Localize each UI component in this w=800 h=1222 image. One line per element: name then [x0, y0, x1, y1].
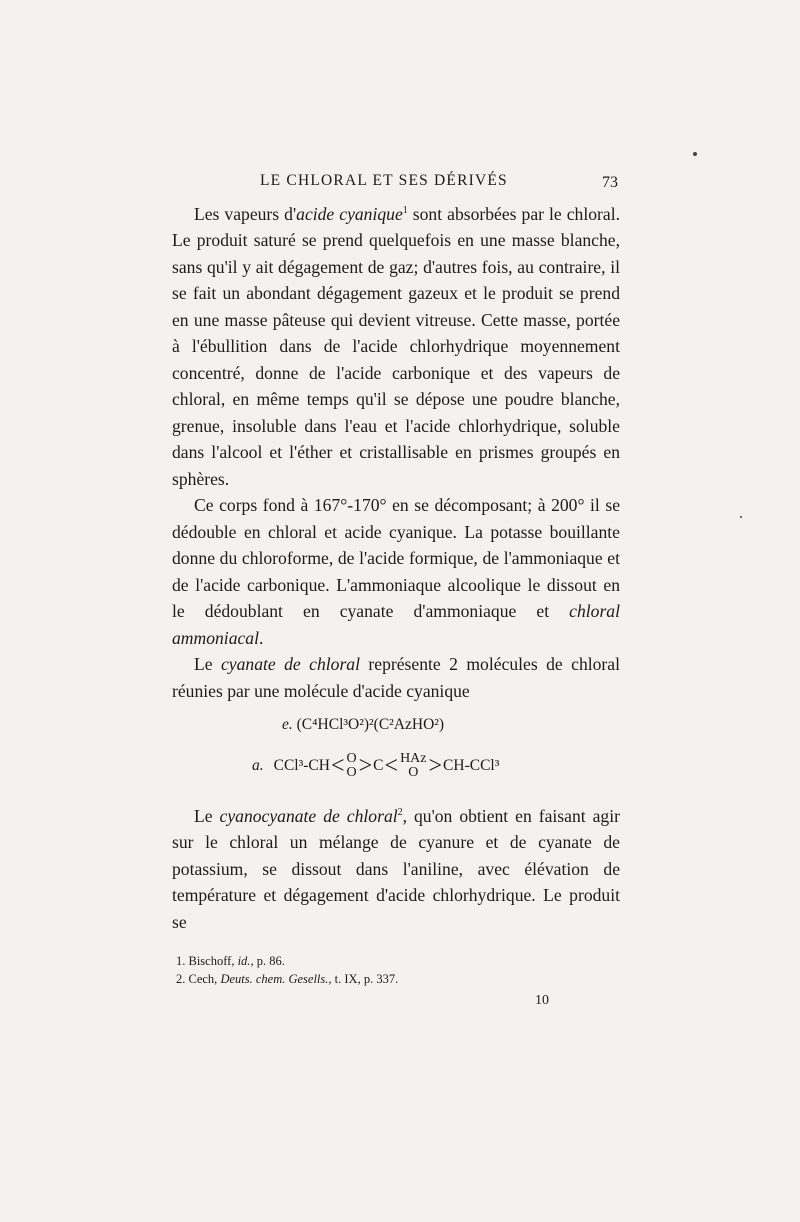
- footnotes: [176, 952, 596, 988]
- p2-text-b: .: [258, 627, 264, 648]
- footnote-2-num: 2.: [176, 972, 186, 986]
- footnote-1: [176, 952, 596, 970]
- p3-italic: cyanate de chloral: [220, 654, 360, 675]
- formula-a-left: CCl³-CH: [273, 757, 330, 774]
- angle-right-1: >: [358, 753, 373, 779]
- stack-2-top: HAz: [400, 751, 427, 766]
- formula-block: [172, 712, 620, 792]
- footnote-2-italic: Deuts. chem. Gesells.: [220, 972, 329, 986]
- footnote-1-num: 1.: [176, 954, 186, 968]
- p4-text-b: , qu'on obtient en faisant agir sur le chloral un mélange de cyanure et de cyanate de potassium, se dissout dans l'aniline, avec élévation de température et dégagement d'acide chlorhydrique. Le produit se: [172, 805, 620, 932]
- footnote-2-after: , t. IX, p. 337.: [328, 972, 399, 986]
- formula-a-label: a.: [252, 757, 264, 774]
- running-title: LE CHLORAL ET SES DÉRIVÉS: [260, 172, 508, 189]
- body-text: [172, 198, 620, 704]
- p2-text-a: Ce corps fond à 167°-170° en se décomposant; à 200° il se dédouble en chloral et acide cyanique. La potasse bouillante donne du chloroforme, de l'acide formique, de l'ammoniaque et de l'acide carbonique. L'ammoniaque alcoolique le dissout en le dédoublant en cyanate d'ammoniaque et: [172, 495, 620, 622]
- p1-text-b: sont absorbées par le chloral. Le produit saturé se prend quelquefois en une masse blanche, sans qu'il y ait dégagement de gaz; d'autres fois, au contraire, il se fait un abondant dégagement gazeux et le produit se prend en une masse pâteuse qui devient vitreuse. Cette masse, portée à l'ébullition dans de l'acide chlorhydrique moyennement concentré, donne de l'acide carbonique et des vapeurs de chloral, en même temps qu'il se dépose une poudre blanche, grenue, insoluble dans l'eau et l'acide chlorhydrique, soluble dans l'alcool et l'éther et cristallisable en prismes groupés en sphères.: [172, 203, 620, 489]
- stack-1: [347, 752, 357, 780]
- footnote-ref-1: 1: [402, 205, 408, 216]
- formula-a: [252, 752, 499, 780]
- footnote-1-text: Bischoff,: [188, 954, 238, 968]
- scan-speck: [740, 516, 742, 518]
- paragraph-1: [172, 198, 620, 492]
- p4-text-a: Le: [194, 805, 220, 826]
- formula-a-right: CH-CCl³: [443, 757, 500, 774]
- scan-speck: [693, 152, 697, 156]
- p3-text-b: représente 2 molécules de chloral réunies par une molécule d'acide cyanique: [172, 654, 620, 701]
- stack-2: [400, 752, 426, 780]
- p1-text-a: Les vapeurs d': [194, 203, 297, 224]
- footnote-ref-2: 2: [397, 807, 403, 818]
- p1-italic: acide cyanique: [296, 203, 403, 224]
- p3-text-a: Le: [194, 654, 221, 675]
- page-number: 73: [602, 174, 618, 191]
- formula-a-mid: C: [373, 757, 384, 774]
- stack-1-top: O: [346, 751, 357, 766]
- stack-2-bottom: O: [408, 765, 419, 780]
- formula-e-expression: (C⁴HCl³O²)²(C²AzHO²): [296, 716, 445, 733]
- angle-left-2: <: [384, 753, 399, 779]
- formula-e: [282, 716, 444, 734]
- paragraph-2: [172, 492, 620, 651]
- paragraph-3: [172, 651, 620, 704]
- footnote-2: [176, 970, 596, 988]
- angle-left-1: <: [330, 753, 345, 779]
- stack-1-bottom: O: [346, 765, 357, 780]
- formula-e-label: e.: [282, 716, 293, 733]
- p4-italic: cyanocyanate de chloral: [219, 805, 398, 826]
- paragraph-4: [172, 800, 620, 935]
- body-text-2: [172, 800, 620, 935]
- angle-right-2: >: [428, 753, 443, 779]
- running-head: [172, 168, 624, 192]
- footnote-1-italic: id.: [237, 954, 251, 968]
- signature-mark: 10: [535, 993, 549, 1008]
- footnote-2-text: Cech,: [188, 972, 221, 986]
- p2-italic: chloral ammoniacal: [172, 601, 620, 648]
- footnote-1-after: , p. 86.: [250, 954, 285, 968]
